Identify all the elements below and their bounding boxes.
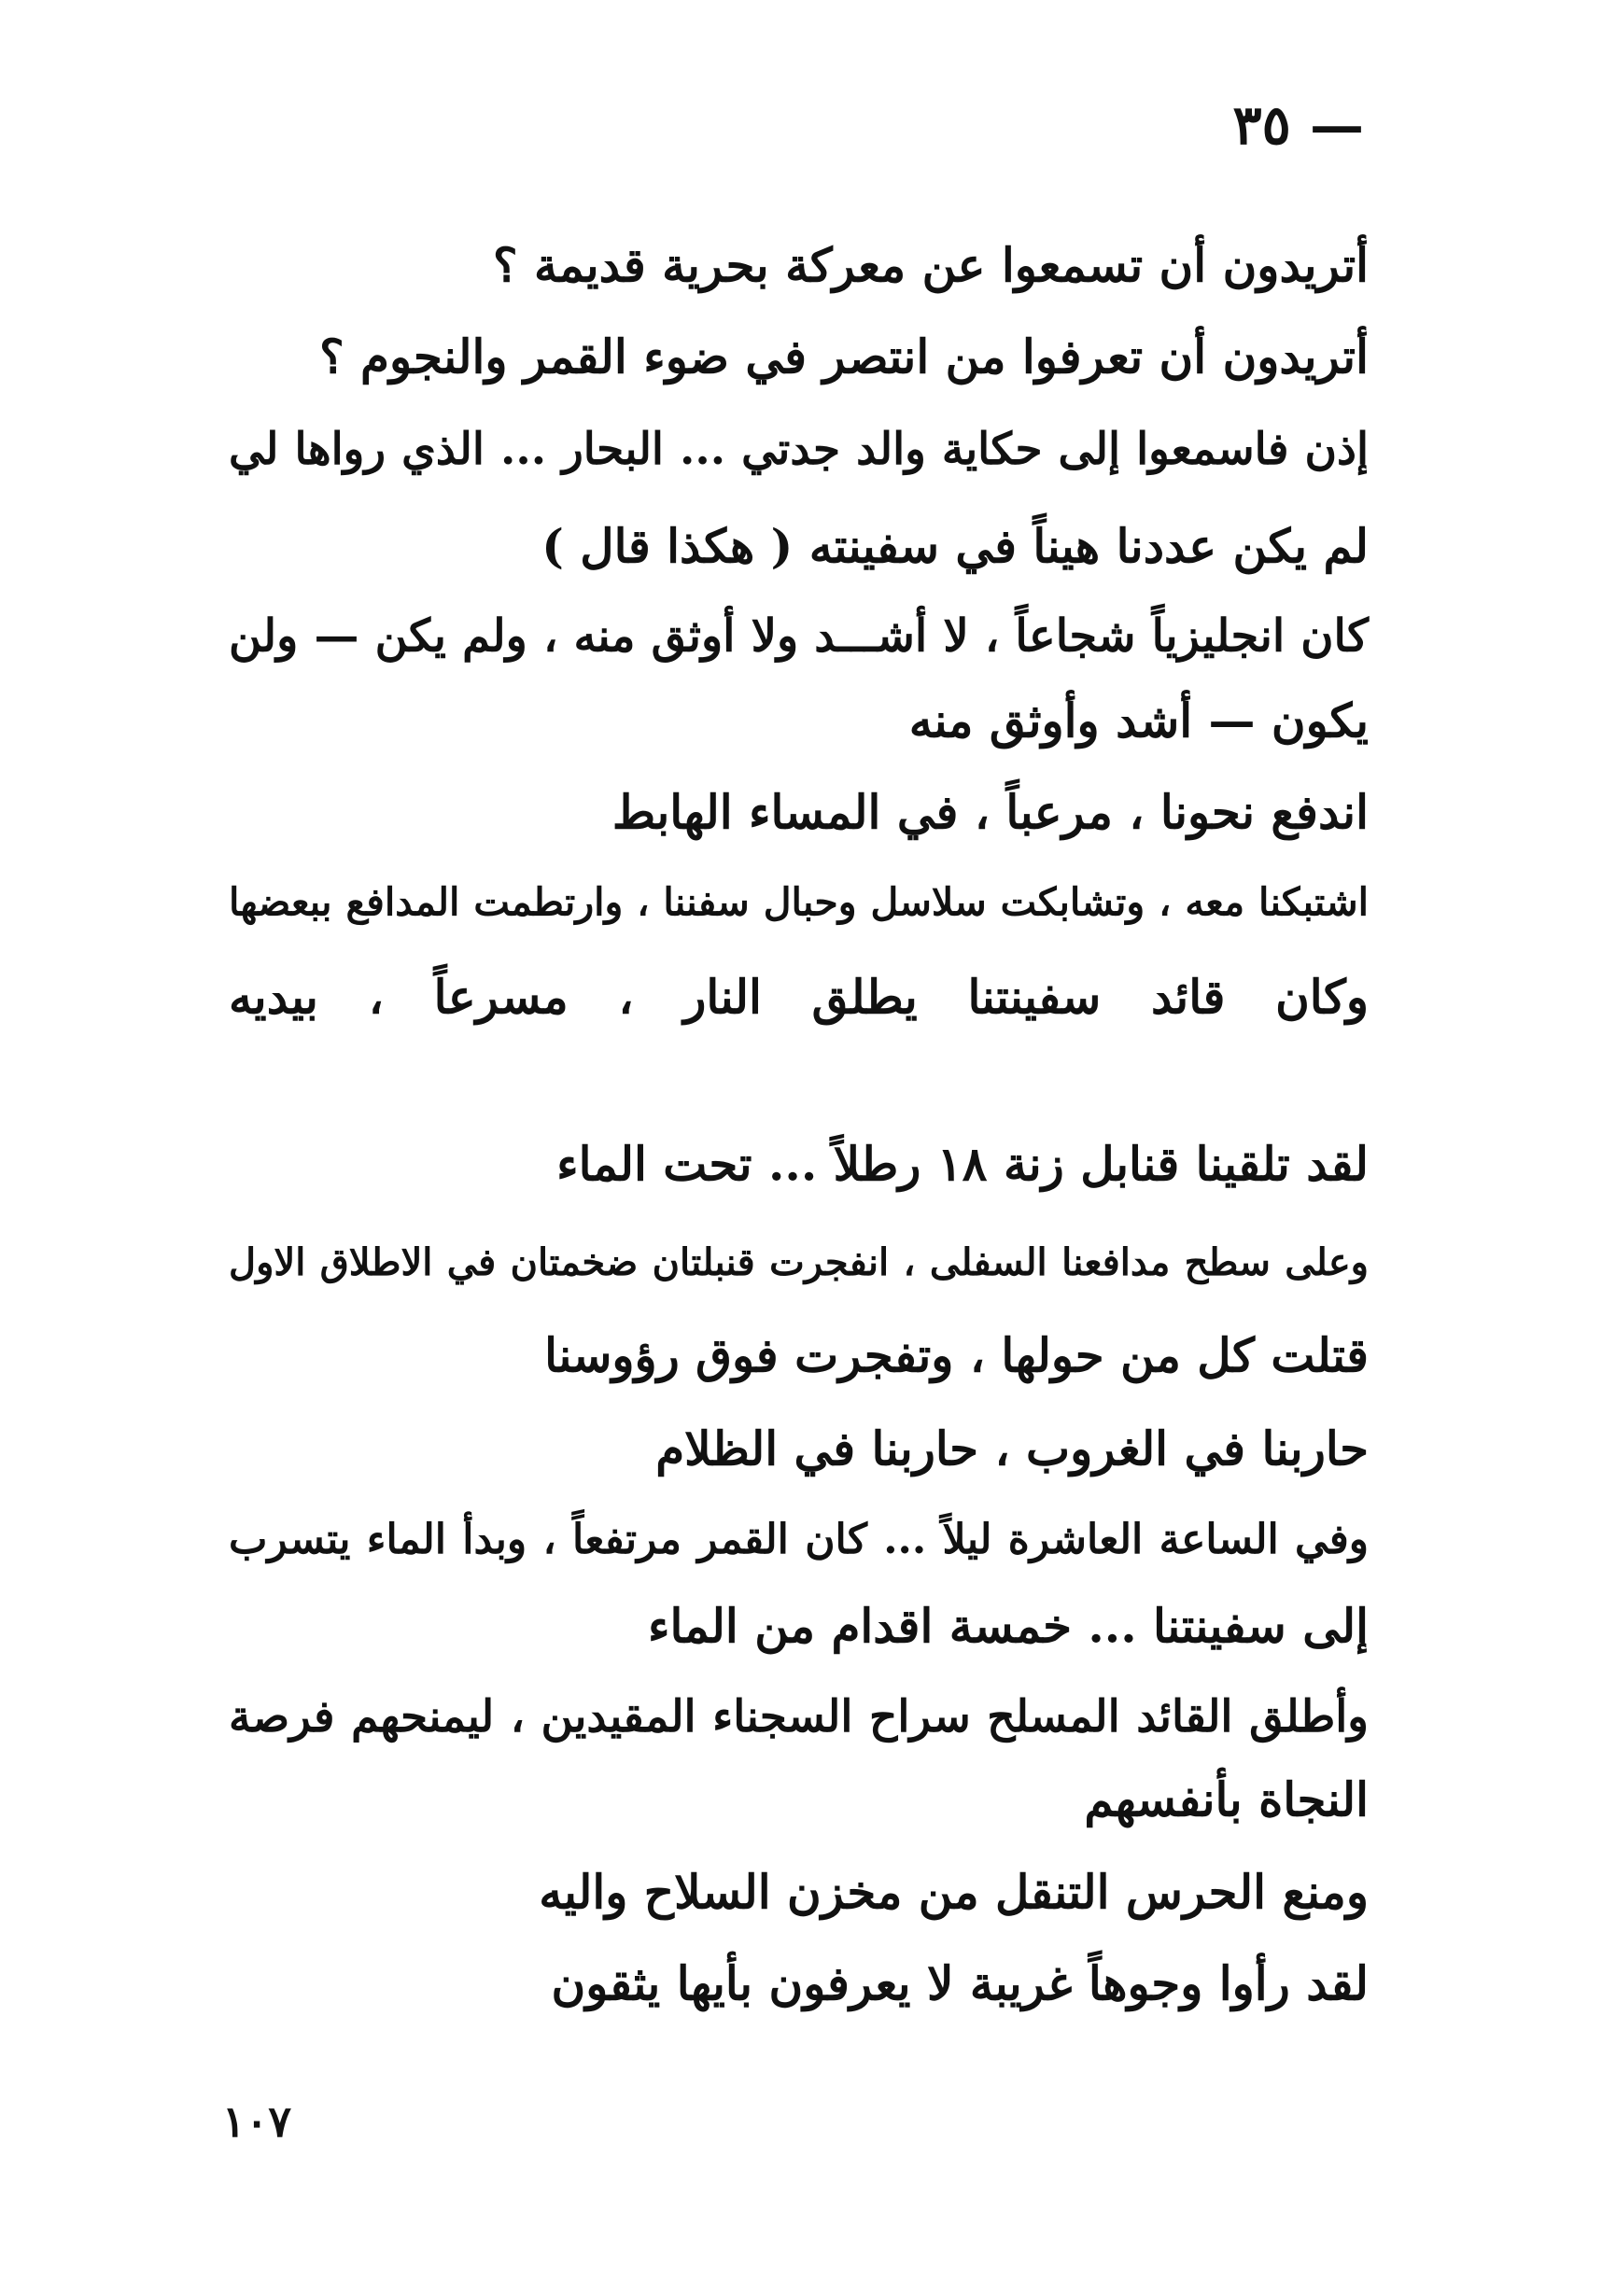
poem-line: حاربنا في الغروب ، حاربنا في الظلام xyxy=(655,1421,1369,1477)
poem-line: لقد تلقينا قنابل زنة ١٨ رطلاً ... تحت الماء xyxy=(556,1136,1369,1192)
section-number: — ٣٥ xyxy=(1232,93,1364,157)
poem-line: إذن فاسمعوا إلى حكاية والد جدتي ... البحار ... الذي رواها لي xyxy=(229,424,1369,476)
poem-line: قتلت كل من حولها ، وتفجرت فوق رؤوسنا xyxy=(544,1327,1369,1383)
poem-line: إلى سفينتنا ... خمسة اقدام من الماء xyxy=(648,1598,1369,1654)
poem-line: النجاة بأنفسهم xyxy=(1084,1771,1369,1827)
poem-line: أتريدون أن تعرفوا من انتصر في ضوء القمر والنجوم ؟ xyxy=(319,329,1369,385)
poem-line: وأطلق القائد المسلح سراح السجناء المقيدين ، ليمنحهم فرصة xyxy=(229,1691,1369,1743)
poem-line: اندفع نحونا ، مرعباً ، في المساء الهابط xyxy=(611,784,1369,840)
poem-line: أتريدون أن تسمعوا عن معركة بحرية قديمة ؟ xyxy=(493,237,1369,293)
poem-line: يكون — أشد وأوثق منه xyxy=(908,693,1369,749)
poem-line: وعلى سطح مدافعنا السفلى ، انفجرت قنبلتان ضخمتان في الاطلاق الاول xyxy=(229,1240,1369,1284)
poem-line: ومنع الحرس التنقل من مخزن السلاح واليه xyxy=(539,1864,1369,1920)
poem-line: وكان قائد سفينتنا يطلق النار ، مسرعاً ، بيديه xyxy=(229,969,1369,1025)
poem-line: لم يكن عددنا هيناً في سفينته ( هكذا قال ) xyxy=(541,518,1369,574)
poem-line: كان انجليزياً شجاعاً ، لا أشـــد ولا أوثق منه ، ولم يكن — ولن xyxy=(229,609,1369,663)
poem-line: لقد رأوا وجوهاً غريبة لا يعرفون بأيها يثقون xyxy=(551,1955,1369,2011)
poem-line: اشتبكنا معه ، وتشابكت سلاسل وحبال سفننا ، وارتطمت المدافع ببعضها xyxy=(229,879,1369,925)
page-number: ١٠٧ xyxy=(222,2096,292,2147)
poem-line: وفي الساعة العاشرة ليلاً ... كان القمر مرتفعاً ، وبدأ الماء يتسرب xyxy=(229,1515,1369,1563)
